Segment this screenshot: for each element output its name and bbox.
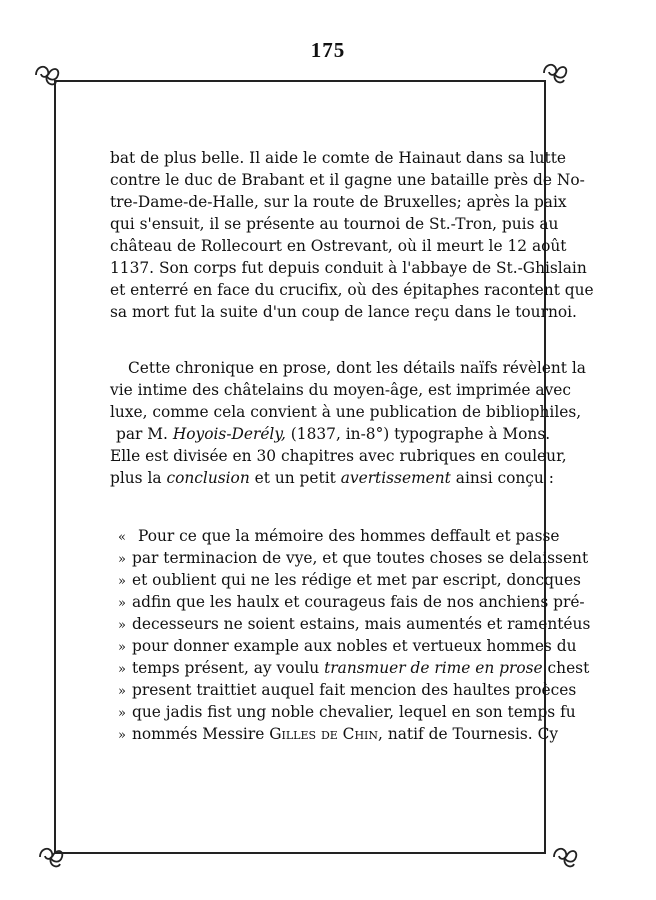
- text-line: luxe, comme cela convient à une publication de bibliophiles,: [110, 403, 582, 421]
- quote-text: adfin que les haulx et courageus fais de nos anchiens pré-: [132, 593, 585, 611]
- quote-line: [118, 570, 581, 592]
- quote-text: par terminacion de vye, et que toutes choses se delaissent: [132, 549, 589, 567]
- corner-ornament-bottom-right: [548, 842, 582, 872]
- quote-mark: »: [118, 640, 126, 655]
- quote-line: [118, 614, 591, 636]
- text-line: qui s'ensuit, il se présente au tournoi de St.-Tron, puis au: [110, 215, 559, 233]
- publisher-name: Hoyois-Derély,: [172, 425, 286, 443]
- text-line: Elle est divisée en 30 chapitres avec rubriques en couleur,: [110, 447, 567, 465]
- text-line: et enterré en face du crucifix, où des épitaphes racontent que: [110, 281, 594, 299]
- quote-text: que jadis fist ung noble chevalier, lequel en son temps fu: [132, 703, 576, 721]
- quote-line: [118, 592, 585, 614]
- text-line: [116, 424, 551, 444]
- text-line: [110, 468, 554, 488]
- text-segment: chest: [547, 659, 590, 677]
- quote-line: [118, 724, 559, 746]
- text-line: bat de plus belle. Il aide le comte de Hainaut dans sa lutte: [110, 149, 567, 167]
- emphasis-phrase: transmuer de rime en prose: [324, 659, 543, 677]
- text-segment: plus la: [110, 469, 162, 487]
- text-segment: par M.: [116, 425, 168, 443]
- page-number: 175: [310, 38, 346, 62]
- quote-mark: »: [118, 728, 126, 743]
- emphasis-word: avertissement: [340, 469, 451, 487]
- text-line: vie intime des châtelains du moyen-âge, est imprimée avec: [110, 381, 572, 399]
- quote-mark: »: [118, 552, 126, 567]
- quote-mark: «: [118, 530, 126, 545]
- corner-ornament-top-right: [538, 58, 572, 88]
- quote-line: [118, 636, 577, 658]
- quote-mark: »: [118, 706, 126, 721]
- text-segment: ainsi conçu :: [455, 469, 554, 487]
- quote-text: present traittiet auquel fait mencion des haultes proèces: [132, 681, 577, 699]
- quote-mark: »: [118, 618, 126, 633]
- knight-name: Gilles de Chin: [269, 725, 379, 743]
- text-line: château de Rollecourt en Ostrevant, où il meurt le 12 août: [110, 237, 567, 255]
- emphasis-word: conclusion: [166, 469, 250, 487]
- text-segment: et un petit: [254, 469, 336, 487]
- quote-mark: »: [118, 662, 126, 677]
- quote-line: [118, 658, 590, 680]
- quote-line: [118, 702, 576, 724]
- text-segment: temps présent, ay voulu: [132, 659, 320, 677]
- corner-ornament-top-left: [30, 60, 64, 90]
- text-line: 1137. Son corps fut depuis conduit à l'abbaye de St.-Ghislain: [110, 259, 587, 277]
- quote-text: [132, 724, 559, 744]
- quote-line: [118, 680, 577, 702]
- corner-ornament-bottom-left: [34, 842, 68, 872]
- quote-text: [132, 658, 590, 678]
- quote-text: pour donner example aux nobles et vertueux hommes du: [132, 637, 577, 655]
- quote-mark: »: [118, 574, 126, 589]
- quote-line: [118, 548, 589, 570]
- text-line: Cette chronique en prose, dont les détails naïfs révèlent la: [128, 359, 586, 377]
- text-segment: (1837, in-8°) typographe à Mons.: [290, 425, 551, 443]
- text-line: sa mort fut la suite d'un coup de lance reçu dans le tournoi.: [110, 303, 577, 321]
- quote-mark: »: [118, 684, 126, 699]
- text-segment: nommés Messire: [132, 725, 265, 743]
- quote-text: Pour ce que la mémoire des hommes deffault et passe: [138, 527, 560, 545]
- quote-text: decesseurs ne soient estains, mais aumentés et ramentéus: [132, 615, 591, 633]
- text-line: tre-Dame-de-Halle, sur la route de Bruxelles; après la paix: [110, 193, 567, 211]
- quote-mark: »: [118, 596, 126, 611]
- text-segment: , natif de Tournesis. Cy: [378, 725, 559, 743]
- text-line: contre le duc de Brabant et il gagne une bataille près de No-: [110, 171, 585, 189]
- quote-text: et oublient qui ne les rédige et met par escript, doncques: [132, 571, 581, 589]
- quote-line: [118, 526, 560, 548]
